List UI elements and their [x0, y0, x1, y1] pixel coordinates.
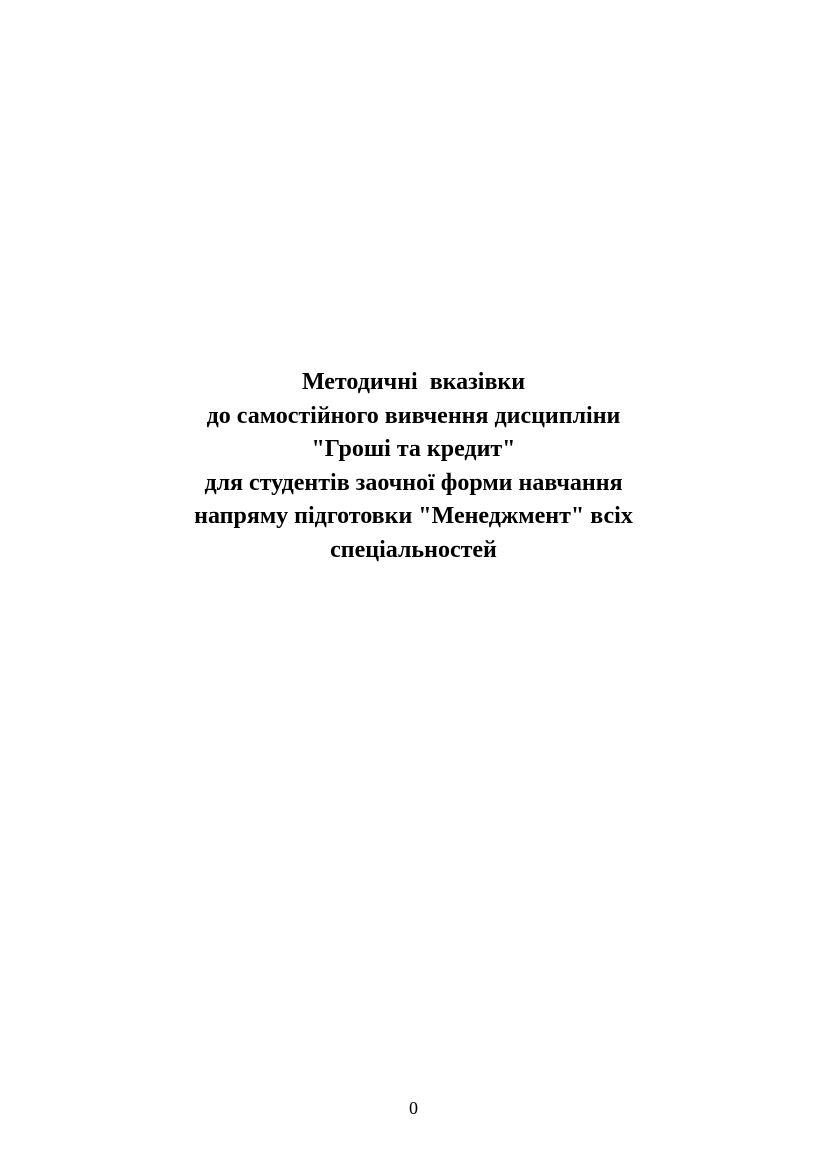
title-line-2: до самостійного вивчення дисципліни [206, 402, 621, 429]
title-line-4: для студентів заочної форми навчання [204, 469, 623, 496]
title-line-5: напряму підготовки "Менеджмент" всіх [194, 503, 633, 529]
document-title [0, 366, 827, 567]
page-number: 0 [409, 1098, 418, 1118]
title-line-3: "Гроші та кредит" [311, 436, 516, 462]
title-line-6: спеціальностей [330, 536, 497, 563]
title-line-1: Методичні вказівки [301, 369, 526, 395]
